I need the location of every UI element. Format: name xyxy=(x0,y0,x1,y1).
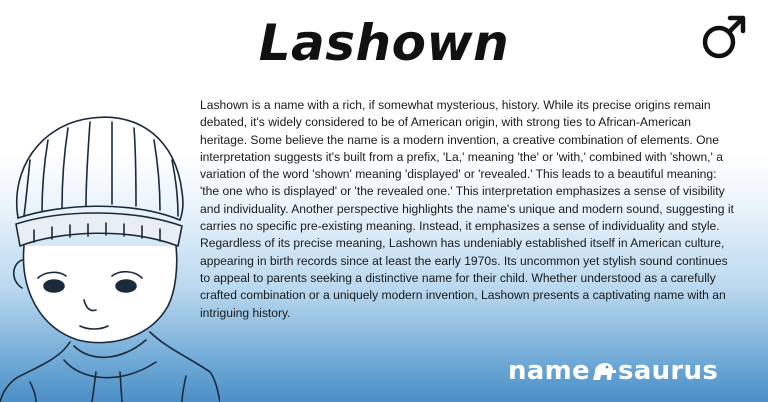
baby-portrait-illustration xyxy=(0,100,220,402)
male-symbol-icon xyxy=(700,10,748,62)
name-description: Lashown is a name with a rich, if somewhat mysterious, history. While its precise origins remain debated, it's widely considered to be of American origin, with strong ties to African-American heritage. Some believe the name is a modern invention, a creative combination of elements. One interpretation suggests it's built from a prefix, 'La,' meaning 'the' or 'with,' combined with 'shown,' a variation of the word 'shown' meaning 'displayed' or 'revealed.' This leads to a beautiful meaning: 'the one who is displayed' or 'the revealed one.' This interpretation emphasizes a sense of visibility and individuality. Another perspective highlights the name's unique and modern sound, suggesting it carries no specific pre-existing meaning. Instead, it emphasizes a sense of individuality and style. Regardless of its precise meaning, Lashown has undeniably established itself in American culture, appearing in birth records since at least the early 1970s. Its uncommon yet stylish sound continues to appeal to parents seeking a distinctive name for their child. Whether understood as a carefully crafted combination or a uniquely modern invention, Lashown presents a captivating name with an intriguing history. xyxy=(200,98,734,320)
namesaurus-logo[interactable] xyxy=(508,356,718,386)
dinosaur-icon xyxy=(590,360,618,382)
logo-text-name: name xyxy=(508,356,590,386)
logo-text-saurus: saurus xyxy=(617,356,719,386)
page-title: Lashown xyxy=(258,14,510,72)
